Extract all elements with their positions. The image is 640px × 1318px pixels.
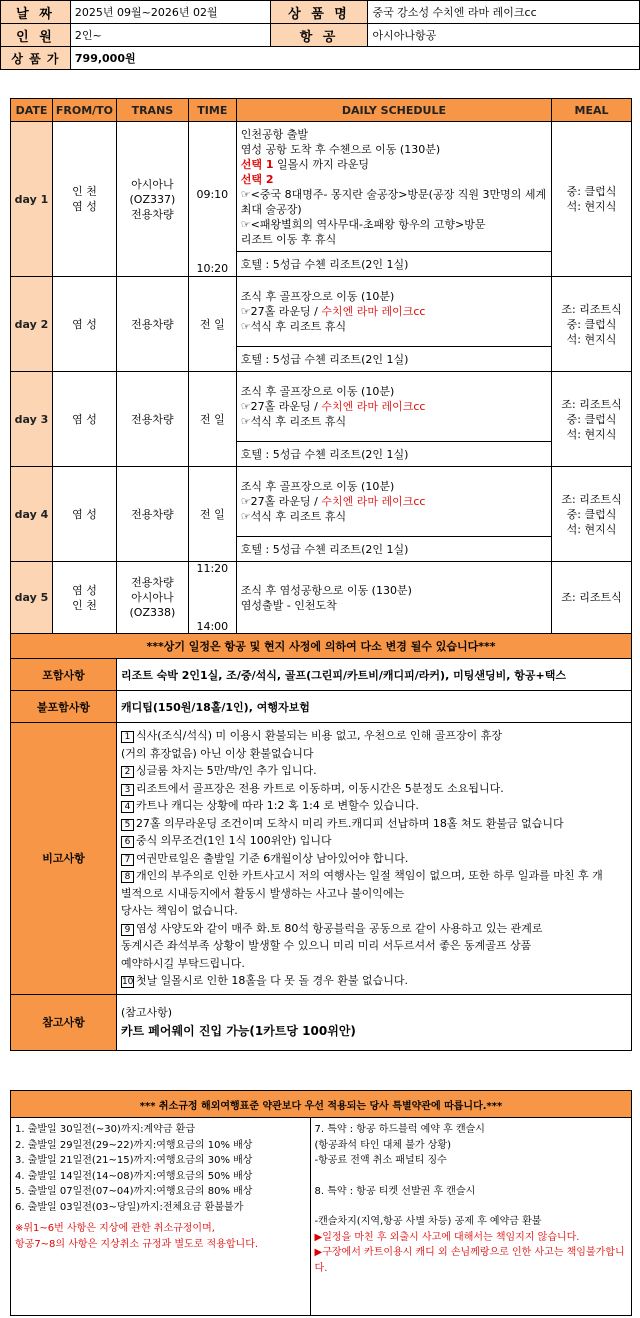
remark-item: [121, 920, 627, 938]
day1-time-start: 09:10: [196, 188, 229, 201]
remark-text: 싱글룸 차지는 5만/박/인 추가 입니다.: [135, 764, 317, 777]
schedule-notice: ***상기 일정은 항공 및 현지 사정에 의하여 다소 변경 될수 있습니다***: [11, 634, 632, 659]
option1-label: 선택 1: [240, 157, 274, 171]
day3-time: 전 일: [188, 372, 236, 467]
day5-trans-flight: (OZ338): [129, 606, 176, 619]
airline-value: 아시아나항공: [368, 24, 640, 47]
day4-line: 조식 후 골프장으로 이동 (10분): [240, 480, 395, 493]
day3-route: 염 성: [52, 372, 116, 467]
remark-text: 예약하시길 부탁드립니다.: [120, 956, 245, 970]
day5-time-end: 14:00: [196, 620, 229, 633]
schedule-table: [10, 98, 632, 1051]
day2-route: 염 성: [52, 277, 116, 372]
day1-line: 염성 공항 도착 후 수첸으로 이동 (130분): [240, 142, 441, 156]
day3-round: [241, 399, 547, 414]
day1-line: 리조트 이동 후 휴식: [240, 232, 337, 246]
round-text: ☞27홀 라운딩 /: [240, 305, 322, 318]
excludes-label: 불포함사항: [11, 691, 117, 723]
cancellation-rule: 3. 출발일 21일전(21~15)까지:여행요금의 30% 배상: [15, 1155, 253, 1166]
day2-round: [241, 304, 547, 319]
remark-item: [121, 902, 627, 920]
remark-item: [121, 797, 627, 815]
date-label: 날 짜: [1, 1, 71, 24]
day1-option1: [241, 157, 547, 172]
includes-label: 포함사항: [11, 659, 117, 691]
day2-schedule: [236, 277, 551, 347]
day5-route: [52, 562, 116, 634]
remark-text: 개인의 부주의로 인한 카트사고시 저의 여행사는 일절 책임이 없으며, 또한 하루 일과를 마친 후 개: [135, 869, 603, 882]
excludes-value: 캐디팁(150원/18홀/1인), 여행자보험: [116, 691, 631, 723]
remark-text: 당사는 책임이 없습니다.: [120, 904, 238, 917]
remarks-list: [116, 723, 631, 995]
remark-item: [121, 780, 627, 798]
option1-text: 일몰시 까지 라운딩: [273, 157, 370, 171]
product-header: [0, 0, 640, 70]
day5-trans-airline: 아시아나: [131, 591, 174, 604]
day4-trans: 전용차량: [116, 467, 188, 562]
product-value: 중국 강소성 수치엔 라마 레이크cc: [368, 1, 640, 24]
golf-course-name: 수치엔 라마 레이크cc: [321, 495, 426, 508]
day3-meal: [552, 372, 632, 467]
day4-meal: [552, 467, 632, 562]
col-meal: MEAL: [552, 99, 632, 122]
remark-number: 6: [121, 836, 134, 848]
cancellation-rule: [315, 1169, 627, 1184]
people-value: 2인~: [70, 24, 270, 47]
cancellation-rule: 5. 출발일 07일전(07~04)까지:여행요금의 80% 배상: [15, 1186, 253, 1197]
day4-round: [241, 494, 547, 509]
day5-line: 염성출발 - 인천도착: [240, 598, 337, 612]
day2-line: ☞석식 후 리조트 휴식: [240, 320, 347, 333]
day5-schedule: [236, 562, 551, 634]
remark-text: 별적으로 시내등지에서 활동시 발생하는 사고나 불이익에는: [120, 886, 405, 900]
remark-text: (거의 휴장없음) 아닌 이상 환불없습니다: [120, 746, 314, 760]
price-value: 799,000원: [70, 47, 639, 70]
day4-route: 염 성: [52, 467, 116, 562]
cancellation-rule: 6. 출발일 03일전(03~당일)까지:전체요금 환불불가: [15, 1201, 244, 1213]
day5-from: 염 성: [72, 583, 97, 597]
meal-item: 석: 현지식: [566, 427, 617, 441]
includes-value: 리조트 숙박 2인1실, 조/중/석식, 골프(그린피/카트비/캐디피/라커), 미팅샌딩비, 항공+택스: [116, 659, 631, 691]
remark-item: [121, 745, 627, 763]
remark-text: 27홀 의무라운딩 조건이며 도착시 미리 카트.캐디피 선납하며 18홀 쳐도 환불금 없습니다: [135, 816, 564, 830]
cancellation-warning: ▶구장에서 카트이용시 캐디 외 손님께랑으로 인한 사고는 책임불가합니다.: [314, 1247, 625, 1274]
day4-line: ☞석식 후 리조트 휴식: [240, 510, 347, 523]
cancellation-note: ※위1~6번 사항은 지상에 관한 취소규정이며,: [15, 1223, 215, 1234]
day2-line: 조식 후 골프장으로 이동 (10분): [240, 290, 395, 303]
day3-trans: 전용차량: [116, 372, 188, 467]
cancellation-table: [10, 1090, 632, 1316]
day1-line: 인천공항 출발: [240, 127, 309, 141]
col-trans: TRANS: [116, 99, 188, 122]
cancellation-right-list: [315, 1122, 627, 1230]
day1-from: 인 천: [72, 185, 97, 198]
day1-time: [188, 122, 236, 277]
golf-course-name: 수치엔 라마 레이크cc: [321, 400, 426, 413]
remark-item: [121, 832, 627, 850]
remark-item: [121, 727, 627, 745]
cancellation-rule: -항공료 전액 취소 패널티 징수: [314, 1155, 447, 1166]
day5-trans: [116, 562, 188, 634]
day1-line: ☞<패왕별희의 역사무대-초패왕 항우의 고향>방문: [240, 217, 486, 231]
remark-item: [121, 867, 627, 885]
day4-hotel: 호텔 : 5성급 수첸 리조트(2인 1실): [236, 537, 551, 562]
cancellation-note: 항공7~8의 사항은 지상취소 규정과 별도로 적용합니다.: [15, 1238, 259, 1250]
meal-item: 석: 현지식: [566, 332, 617, 346]
meal-item: 중: 클럽식: [566, 185, 617, 198]
price-label: 상 품 가: [1, 47, 71, 70]
remark-number: 10: [121, 977, 134, 987]
product-label: 상 품 명: [270, 1, 368, 24]
option2-label: 선택 2: [240, 172, 274, 186]
cancellation-rule: 8. 특약 : 항공 티켓 선발권 후 캔슬시: [314, 1185, 476, 1197]
col-fromto: FROM/TO: [52, 99, 116, 122]
remark-text: 식사(조식/석식) 미 이용시 환불되는 비용 없고, 우천으로 인해 골프장이 휴장: [135, 729, 502, 742]
day1-time-end: 10:20: [196, 262, 229, 275]
remark-item: [121, 937, 627, 955]
cancellation-left: [11, 1118, 311, 1316]
remark-number: 5: [121, 819, 134, 831]
day3-hotel: 호텔 : 5성급 수첸 리조트(2인 1실): [236, 442, 551, 467]
day5-trans-vehicle: 전용차량: [131, 576, 174, 589]
cancellation-rule: (항공좌석 타인 대체 불가 상황): [314, 1139, 451, 1151]
cancellation-rule: [315, 1199, 627, 1214]
day2-date: day 2: [11, 277, 53, 372]
remark-number: 9: [121, 924, 134, 936]
remark-item: [121, 815, 627, 833]
remark-item: [121, 972, 627, 990]
remark-text: 첫날 일몰시로 인한 18홀을 다 못 돌 경우 환불 없습니다.: [135, 974, 409, 987]
col-schedule: DAILY SCHEDULE: [236, 99, 551, 122]
round-text: ☞27홀 라운딩 /: [240, 495, 322, 508]
day3-line: 조식 후 골프장으로 이동 (10분): [240, 385, 395, 398]
meal-item: 석: 현지식: [566, 200, 617, 213]
meal-item: 중: 클럽식: [566, 507, 617, 521]
reference-content: [116, 994, 631, 1050]
day3-date: day 3: [11, 372, 53, 467]
cancellation-title: *** 취소규정 해외여행표준 약관보다 우선 적용되는 당사 특별약관에 따릅니다.***: [11, 1091, 632, 1118]
people-label: 인 원: [1, 24, 71, 47]
day5-line: 조식 후 염성공항으로 이동 (130분): [240, 583, 412, 597]
remarks-label: 비고사항: [11, 723, 117, 995]
remark-text: 여권만료일은 출발일 기준 6개월이상 남아있어야 합니다.: [135, 851, 409, 865]
day1-to: 염 성: [72, 200, 97, 213]
day3-schedule: [236, 372, 551, 442]
remark-number: 2: [121, 766, 134, 778]
cancellation-rule: 7. 특약 : 항공 하드블럭 예약 후 캔슬시: [314, 1124, 485, 1135]
remark-number: 3: [121, 784, 134, 796]
reference-line: (참고사항): [120, 1006, 173, 1019]
day5-meal: 조: 리조트식: [552, 562, 632, 634]
cancellation-left-list: [15, 1122, 306, 1215]
remark-number: 7: [121, 854, 134, 866]
remark-text: 중식 의무조건(1인 1식 100위안) 입니다: [135, 834, 332, 847]
day1-line: ☞<중국 8대명주- 몽지란 술공장>방문(공장 직원 3만명의 세계 최대 술공장): [240, 187, 547, 216]
meal-item: 석: 현지식: [566, 522, 617, 536]
reference-label: 참고사항: [11, 994, 117, 1050]
day2-time: 전 일: [188, 277, 236, 372]
cancellation-rule: -캔슬차지(지역,항공 사별 차등) 공제 후 예약금 환불: [314, 1216, 542, 1227]
day4-time: 전 일: [188, 467, 236, 562]
day5-time: [188, 562, 236, 634]
day1-date: day 1: [11, 122, 53, 277]
remark-number: 8: [121, 871, 134, 883]
day5-to: 인 천: [72, 598, 97, 612]
remark-number: 1: [121, 731, 134, 743]
remark-text: 염성 사양도와 같이 매주 화.토 80석 항공블럭을 공동으로 같이 사용하고 있는 관계로: [135, 921, 543, 935]
remark-item: [121, 885, 627, 903]
col-time: TIME: [188, 99, 236, 122]
day4-schedule: [236, 467, 551, 537]
day1-meal: [552, 122, 632, 277]
date-value: 2025년 09월~2026년 02월: [70, 1, 270, 24]
remark-text: 동계시즌 좌석부족 상황이 발생할 수 있으니 미리 미리 서두르셔서 좋은 동계골프 상품: [120, 939, 532, 952]
round-text: ☞27홀 라운딩 /: [240, 400, 322, 413]
cancellation-warning: ▶일정을 마친 후 외출시 사고에 대해서는 책임지지 않습니다.: [314, 1231, 580, 1243]
remark-text: 카트나 캐디는 상황에 따라 1:2 혹 1:4 로 변할수 있습니다.: [135, 799, 419, 812]
col-date: DATE: [11, 99, 53, 122]
day1-trans-airline: 아시아나: [131, 177, 174, 191]
day1-trans: [116, 122, 188, 277]
meal-item: 중: 클럽식: [566, 412, 617, 426]
meal-item: 조: 리조트식: [561, 492, 622, 506]
remark-item: [121, 955, 627, 973]
day1-trans-vehicle: 전용차량: [131, 207, 174, 221]
cancellation-rule: 2. 출발일 29일전(29~22)까지:여행요금의 10% 배상: [15, 1139, 253, 1151]
day2-trans: 전용차량: [116, 277, 188, 372]
remark-number: 4: [121, 801, 134, 813]
day2-meal: [552, 277, 632, 372]
day1-hotel: 호텔 : 5성급 수첸 리조트(2인 1실): [236, 252, 551, 277]
remark-item: [121, 850, 627, 868]
cancellation-right: [310, 1118, 631, 1316]
meal-item: 조: 리조트식: [561, 302, 622, 316]
airline-label: 항 공: [270, 24, 368, 47]
day2-hotel: 호텔 : 5성급 수첸 리조트(2인 1실): [236, 347, 551, 372]
remark-item: [121, 762, 627, 780]
golf-course-name: 수치엔 라마 레이크cc: [321, 305, 426, 318]
meal-item: 중: 클럽식: [566, 317, 617, 331]
reference-cart-info: 카트 페어웨이 진입 가능(1카트당 100위안): [120, 1024, 356, 1038]
day1-trans-flight: (OZ337): [129, 192, 176, 206]
meal-item: 조: 리조트식: [561, 397, 622, 411]
remark-text: 리조트에서 골프장은 전용 카트로 이동하며, 이동시간은 5분정도 소요됩니다.: [135, 781, 504, 795]
day3-line: ☞석식 후 리조트 휴식: [240, 415, 347, 428]
cancellation-rule: 4. 출발일 14일전(14~08)까지:여행요금의 50% 배상: [15, 1170, 253, 1182]
day5-date: day 5: [11, 562, 53, 634]
day5-time-start: 11:20: [196, 562, 229, 575]
day1-schedule: [236, 122, 551, 252]
day4-date: day 4: [11, 467, 53, 562]
day1-route: [52, 122, 116, 277]
cancellation-rule: 1. 출발일 30일전(~30)까지:계약금 환급: [15, 1124, 195, 1135]
